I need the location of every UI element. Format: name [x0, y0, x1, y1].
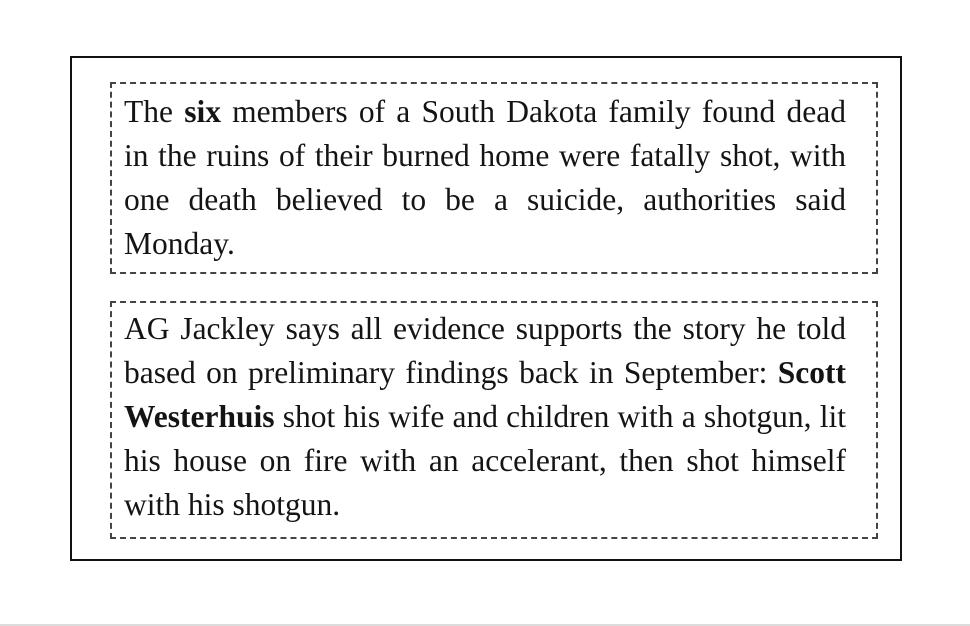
- passage-2-text-before: AG Jackley says all evidence supports the story he told based on preliminary findings back in September:: [124, 311, 846, 390]
- passage-1-text-before: The: [124, 94, 185, 129]
- passage-2-highlight: Scott Westerhuis: [124, 355, 846, 434]
- passage-box-1: [110, 82, 878, 274]
- passage-box-2: [110, 301, 878, 539]
- passage-1-text-after: members of a South Dakota family found dead in the ruins of their burned home were fatally shot, with one death believed to be a suicide, authorities said Monday.: [124, 94, 846, 261]
- passage-1-highlight: six: [184, 94, 221, 129]
- passage-text-1: [124, 90, 846, 266]
- passage-text-2: [124, 307, 846, 527]
- passage-2-text-after: shot his wife and children with a shotgun, lit his house on fire with an accelerant, then shot himself with his shotgun.: [124, 399, 846, 522]
